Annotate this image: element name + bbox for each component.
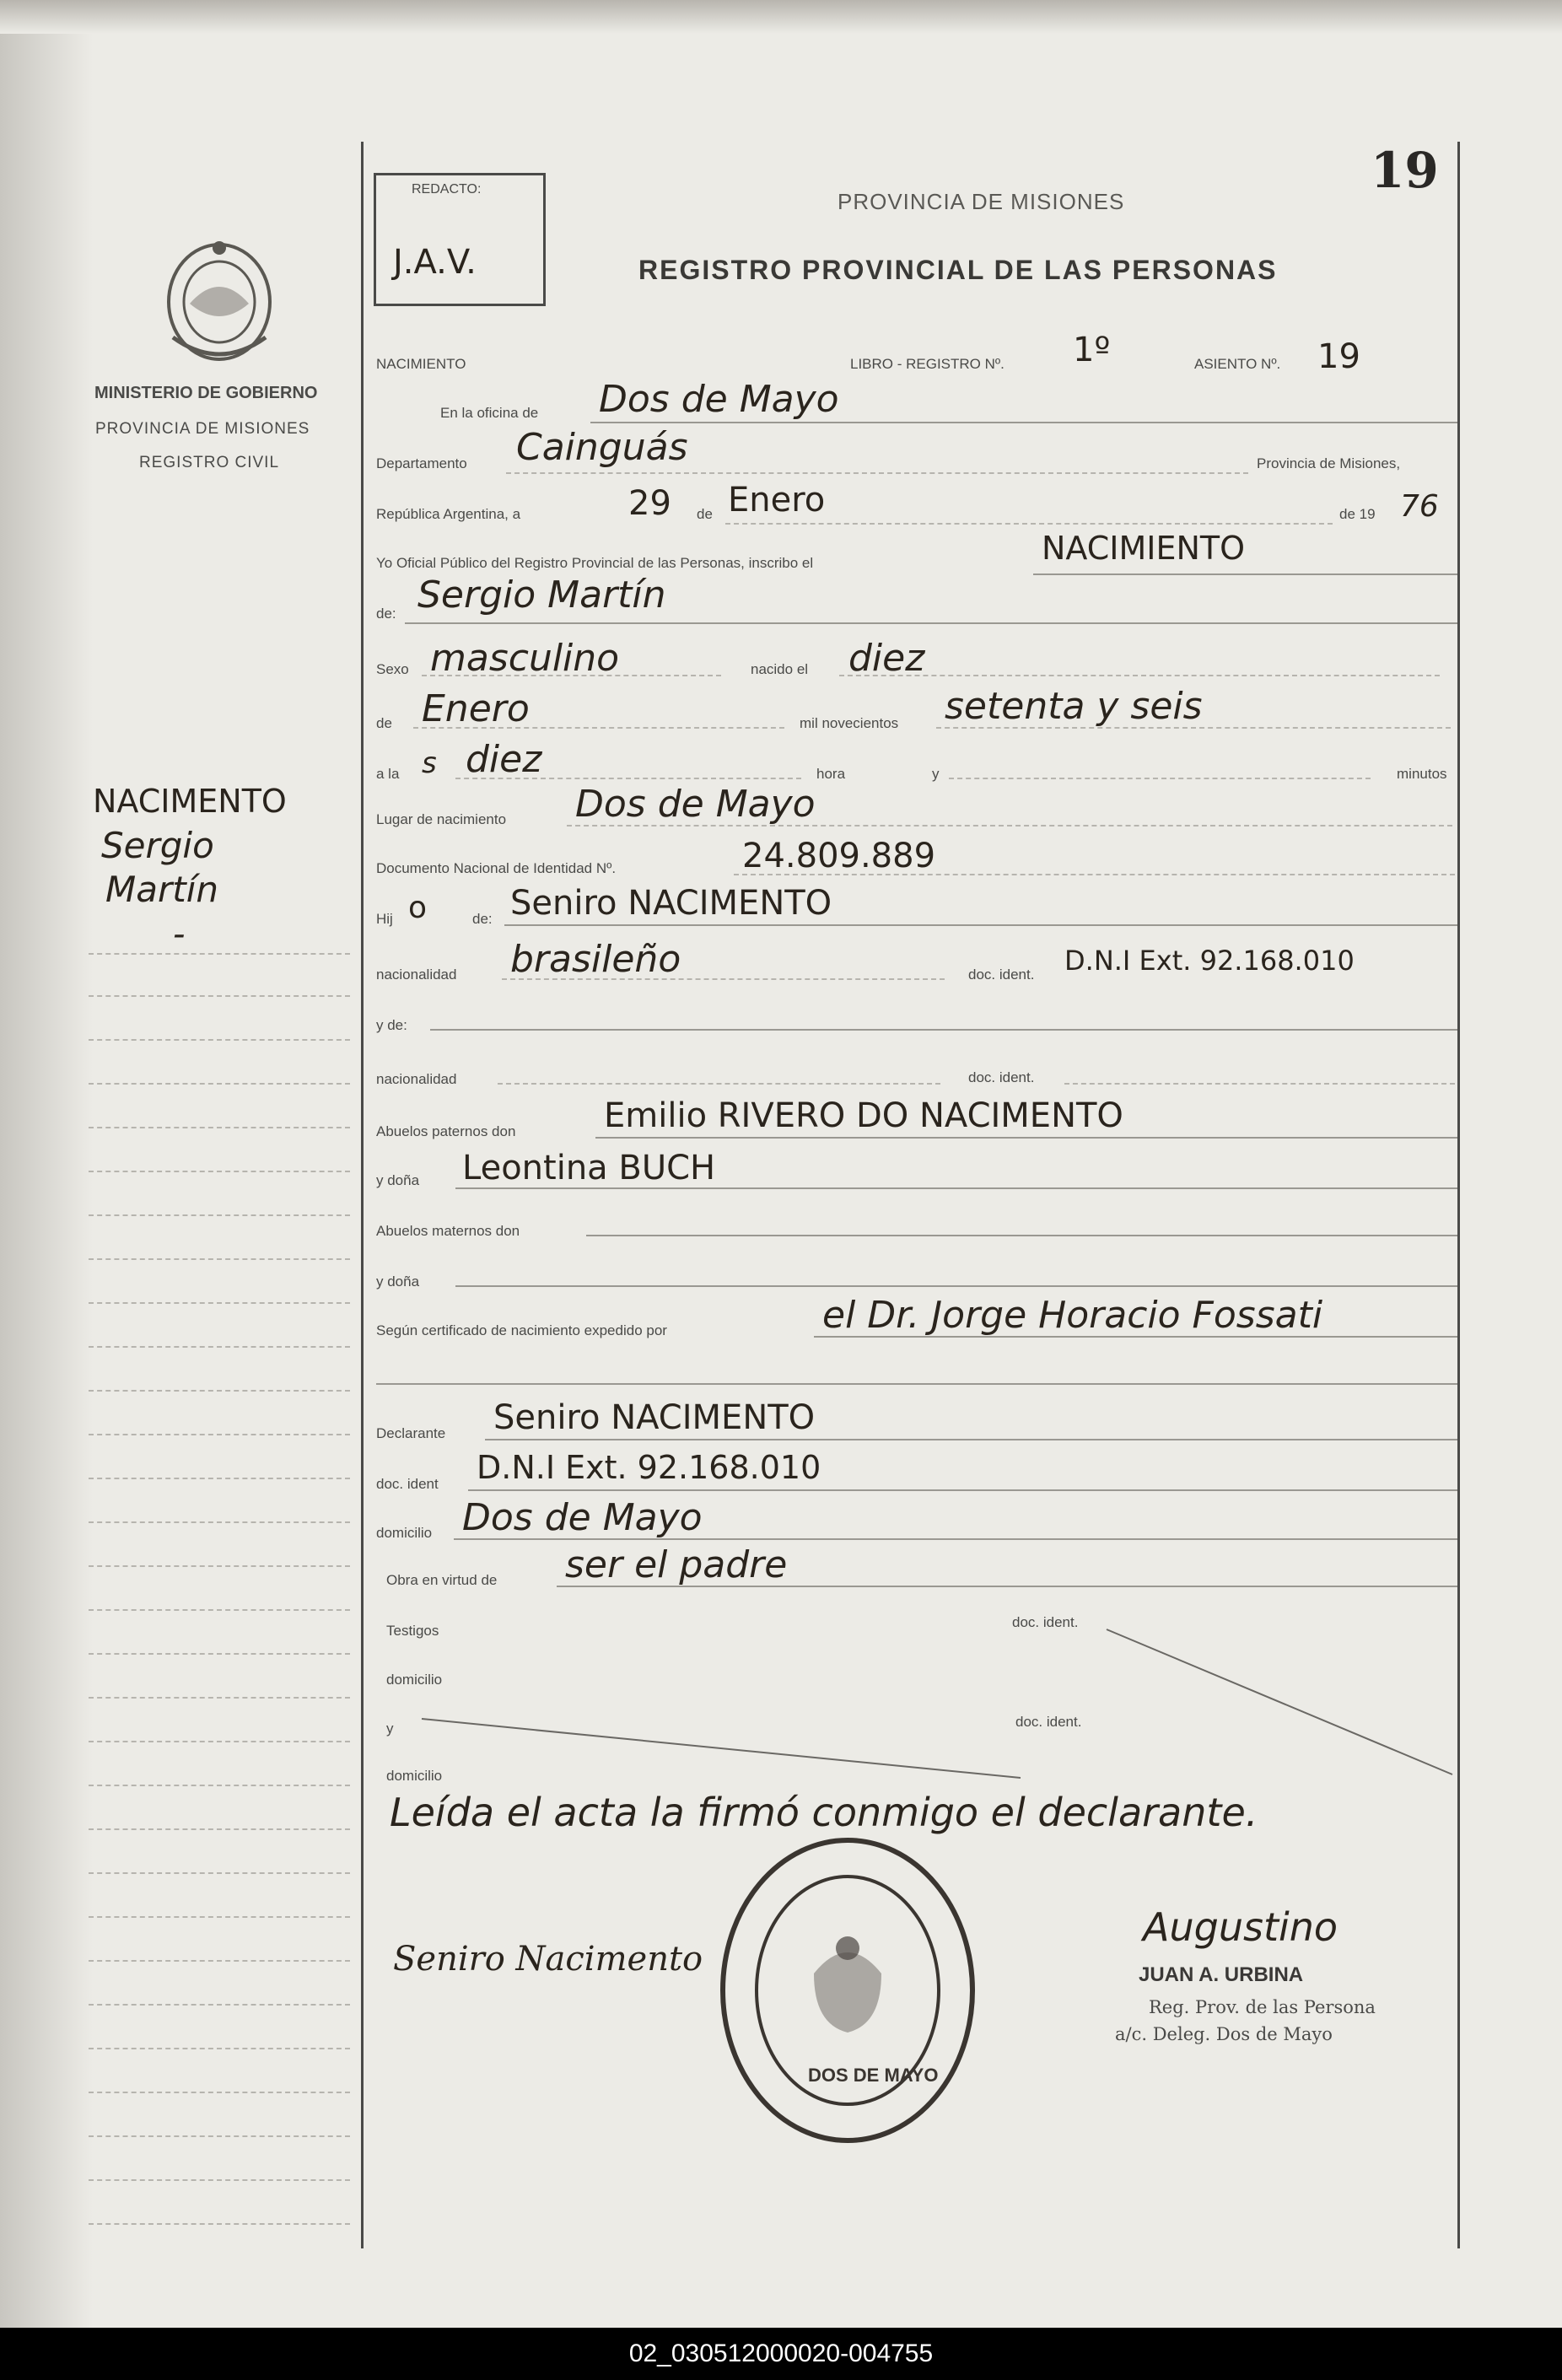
domicilio2-label: domicilio — [386, 1672, 443, 1688]
testigos-label: Testigos — [386, 1623, 439, 1639]
nacionalidad-value: brasileño — [510, 938, 681, 981]
obra-label: Obra en virtud de — [386, 1572, 498, 1588]
image-id-footer — [0, 2328, 1562, 2380]
a-las-suffix: s — [422, 746, 437, 780]
padre-de-label: de: — [472, 911, 493, 927]
padre-doc-value: D.N.I Ext. 92.168.010 — [1064, 945, 1355, 977]
inscribo-value: NACIMIENTO — [1042, 530, 1246, 567]
official-seal — [713, 1830, 983, 2151]
nacido-value: diez — [848, 637, 925, 680]
image-id: 02_030512000020-004755 — [628, 2340, 934, 2367]
dni-label: Documento Nacional de Identidad Nº. — [376, 860, 617, 876]
official-title-1: Reg. Prov. de las Persona — [1149, 1997, 1376, 2017]
abuela-pat-value: Leontina BUCH — [462, 1149, 716, 1187]
doc-ident4-label: doc. ident. — [1012, 1614, 1079, 1630]
page-number: 19 — [1371, 142, 1439, 199]
minutos-label: minutos — [1397, 766, 1447, 782]
hora-label: hora — [816, 766, 846, 782]
asiento-label: ASIENTO Nº. — [1194, 356, 1281, 372]
sexo-label: Sexo — [376, 661, 409, 677]
nacionalidad2-label: nacionalidad — [376, 1071, 457, 1087]
official-signature: Augustino — [1143, 1904, 1338, 1950]
declarante-doc-value: D.N.I Ext. 92.168.010 — [477, 1449, 821, 1486]
dni-value: 24.809.889 — [742, 837, 936, 875]
obra-value: ser el padre — [565, 1543, 788, 1586]
padre-name: Seniro NACIMENTO — [510, 884, 832, 923]
province-heading: PROVINCIA DE MISIONES — [838, 189, 1125, 214]
y2-label: y — [386, 1720, 394, 1737]
mil-label: mil novecientos — [800, 715, 899, 731]
hijo-label: Hij — [376, 911, 393, 927]
year-label: de 19 — [1339, 506, 1376, 522]
hora-y-label: y — [932, 766, 940, 782]
doc-ident2-label: doc. ident. — [968, 1069, 1035, 1085]
margin-note-second-name: Martín — [105, 869, 218, 910]
abuelos-pat-label: Abuelos paternos don — [376, 1123, 516, 1139]
domicilio3-label: domicilio — [386, 1768, 443, 1784]
margin-note-first-name: Sergio — [101, 825, 214, 866]
birth-month: Enero — [422, 687, 530, 730]
hora-value: diez — [466, 738, 542, 781]
sidebar-province: PROVINCIA DE MISIONES — [95, 420, 310, 438]
day-value: 29 — [628, 484, 671, 523]
year-value: 76 — [1400, 489, 1439, 524]
record-type-label: NACIMIENTO — [376, 356, 466, 372]
month-value: Enero — [728, 481, 826, 520]
abuelos-mat-label: Abuelos maternos don — [376, 1223, 520, 1239]
asiento-value: 19 — [1317, 337, 1360, 376]
libro-label: LIBRO - REGISTRO Nº. — [850, 356, 1005, 372]
margin-note-type: NACIMENTO — [93, 783, 287, 820]
departamento-value: Cainguás — [516, 426, 688, 469]
birth-de-label: de — [376, 715, 392, 731]
lugar-label: Lugar de nacimiento — [376, 811, 507, 827]
republica-label: República Argentina, a — [376, 506, 521, 522]
redacto-label: REDACTO: — [412, 182, 482, 197]
hijo-suffix: o — [408, 891, 428, 925]
y-dona2-label: y doña — [376, 1273, 420, 1290]
y-de-label: y de: — [376, 1017, 407, 1033]
doc-ident-label: doc. ident. — [968, 967, 1035, 983]
certificado-label: Según certificado de nacimiento expedido por — [376, 1322, 667, 1338]
provincia-suffix: Provincia de Misiones, — [1257, 455, 1401, 471]
sidebar-civil: REGISTRO CIVIL — [139, 454, 280, 471]
registry-title: REGISTRO PROVINCIAL DE LAS PERSONAS — [638, 255, 1278, 285]
domicilio-value: Dos de Mayo — [462, 1496, 703, 1539]
year-words: setenta y seis — [945, 685, 1203, 728]
fecha-de-label: de — [697, 506, 713, 522]
margin-note-dash: - — [173, 915, 186, 954]
doc-ident3-label: doc. ident — [376, 1476, 439, 1492]
departamento-label: Departamento — [376, 455, 467, 471]
registrant-name: Sergio Martín — [417, 573, 666, 617]
domicilio-label: domicilio — [376, 1525, 433, 1541]
sidebar-ministry: MINISTERIO DE GOBIERNO — [94, 384, 318, 402]
lugar-value: Dos de Mayo — [575, 783, 816, 826]
nacido-label: nacido el — [751, 661, 809, 677]
redacto-initials: J.A.V. — [393, 243, 477, 282]
oficina-value: Dos de Mayo — [599, 378, 839, 421]
declarante-value: Seniro NACIMENTO — [493, 1398, 816, 1437]
closing-statement: Leída el acta la firmó conmigo el declarante. — [390, 1790, 1258, 1835]
declarante-label: Declarante — [376, 1425, 446, 1441]
libro-value: 1º — [1073, 331, 1111, 369]
name-de-label: de: — [376, 606, 396, 622]
official-name: JUAN A. URBINA — [1139, 1963, 1304, 1986]
official-title-2: a/c. Deleg. Dos de Mayo — [1115, 2024, 1333, 2044]
inscribo-label: Yo Oficial Público del Registro Provincial de las Personas, inscribo el — [376, 555, 814, 571]
abuelo-pat-value: Emilio RIVERO DO NACIMENTO — [604, 1096, 1123, 1135]
certificado-value: el Dr. Jorge Horacio Fossati — [822, 1294, 1323, 1337]
oficina-label: En la oficina de — [440, 405, 539, 421]
seal-bottom-text: DOS DE MAYO — [808, 2065, 939, 2086]
a-las-label: a la — [376, 766, 400, 782]
sexo-value: masculino — [430, 637, 620, 680]
declarante-signature: Seniro Nacimento — [393, 1940, 703, 1979]
nacionalidad-label: nacionalidad — [376, 967, 457, 983]
y-dona-label: y doña — [376, 1172, 420, 1188]
doc-ident5-label: doc. ident. — [1015, 1714, 1082, 1730]
